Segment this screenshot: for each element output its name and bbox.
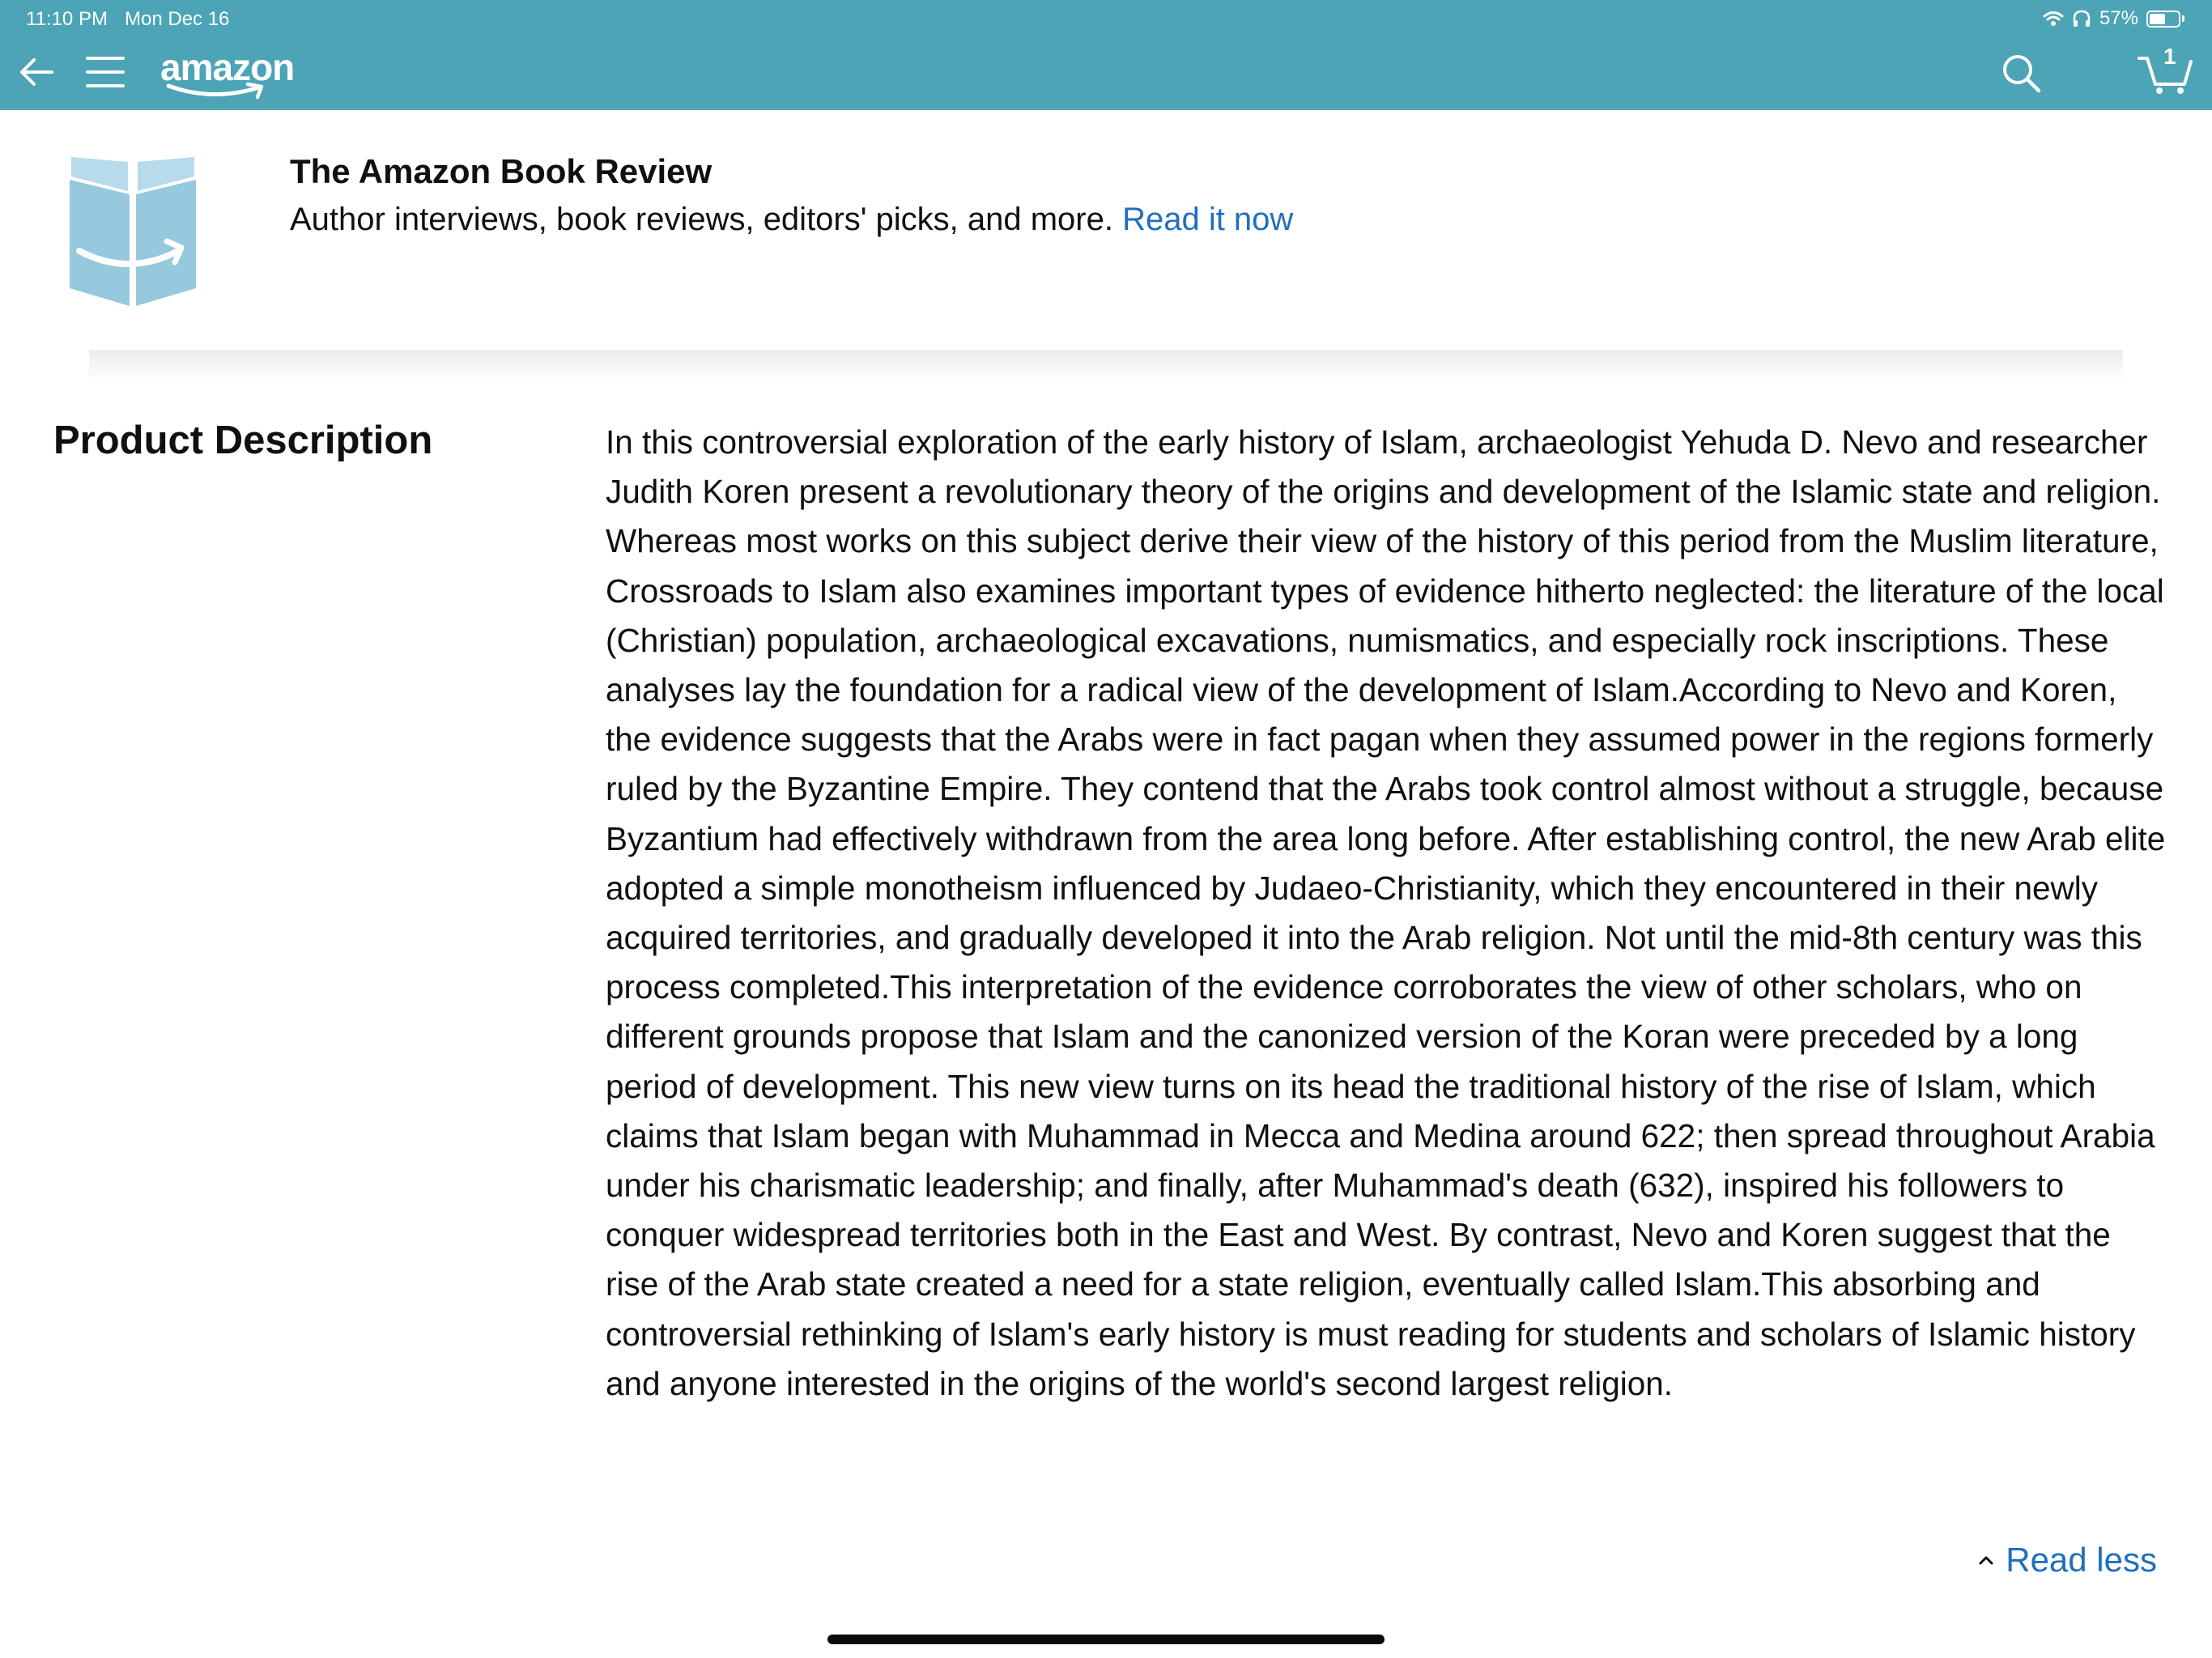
promo-title: The Amazon Book Review (290, 152, 713, 190)
back-arrow-icon[interactable] (16, 52, 57, 92)
battery-icon (2146, 11, 2180, 28)
status-time: 11:10 PM (26, 8, 108, 30)
battery-level (2150, 14, 2165, 24)
nav-bar (0, 39, 2212, 110)
section-divider (89, 350, 2123, 382)
headphones-icon (2072, 10, 2091, 28)
chevron-up-icon (1976, 1552, 1996, 1568)
promo-text (290, 202, 1293, 238)
wifi-icon (2043, 11, 2064, 27)
status-date: Mon Dec 16 (125, 8, 230, 30)
read-less-label: Read less (2006, 1541, 2157, 1579)
product-description-heading: Product Description (53, 419, 433, 462)
read-it-now-link[interactable]: Read it now (1122, 202, 1294, 237)
status-bar (0, 0, 2212, 39)
app-header (0, 0, 2212, 110)
amazon-logo-text: amazon (160, 46, 295, 88)
promo-description: Author interviews, book reviews, editors' picks, and more. (290, 202, 1123, 237)
read-less-button[interactable] (1976, 1537, 2157, 1584)
book-review-promo (0, 110, 2212, 353)
battery-tip (2182, 15, 2184, 22)
cart-button[interactable] (2138, 44, 2196, 96)
search-icon[interactable] (1998, 50, 2044, 96)
amazon-logo[interactable] (160, 42, 306, 104)
status-indicators (2043, 6, 2184, 31)
product-description-body: In this controversial exploration of the early history of Islam, archaeologist Yehuda D. Nevo and researcher Judith Koren present a revolutionary theory of the origins and development of the Islamic state and religion. Whereas most works on this subject derive their view of the history of this period from the Muslim literature, Crossroads to Islam also examines important types of evidence hitherto neglected: the literature of the local (Christian) population, archaeological excavations, numismatics, and especially rock inscriptions. These analyses lay the foundation for a radical view of the development of Islam.According to Nevo and Koren, the evidence suggests that the Arabs were in fact pagan when they assumed power in the regions formerly ruled by the Byzantine Empire. They contend that the Arabs took control almost without a struggle, because Byzantium had effectively withdrawn from the area long before. After establishing control, the new Arab elite adopted a simple monotheism influenced by Judaeo-Christianity, which they encountered in their newly acquired territories, and gradually developed it into the Arab religion. Not until the mid-8th century was this process completed.This interpretation of the evidence corroborates the view of other scholars, who on different grounds propose that Islam and the canonized version of the Koran were preceded by a long period of development. This new view turns on its head the traditional history of the rise of Islam, which claims that Islam began with Muhammad in Mecca and Medina around 622; then spread throughout Arabia under his charismatic leadership; and finally, after Muhammad's death (632), inspired his followers to conquer widespread territories both in the East and West. By contrast, Nevo and Koren suggest that the rise of the Arab state created a need for a state religion, eventually called Islam.This absorbing and controversial rethinking of Islam's early history is must reading for students and scholars of Islamic history and anyone interested in the origins of the world's second largest religion. (606, 423, 2166, 1402)
battery-percent: 57% (2099, 7, 2138, 29)
book-review-icon (63, 155, 202, 308)
home-indicator[interactable] (827, 1635, 1385, 1644)
cart-count-badge: 1 (2163, 44, 2176, 69)
amazon-smile-icon (164, 81, 277, 100)
hamburger-menu-icon[interactable] (84, 53, 126, 91)
